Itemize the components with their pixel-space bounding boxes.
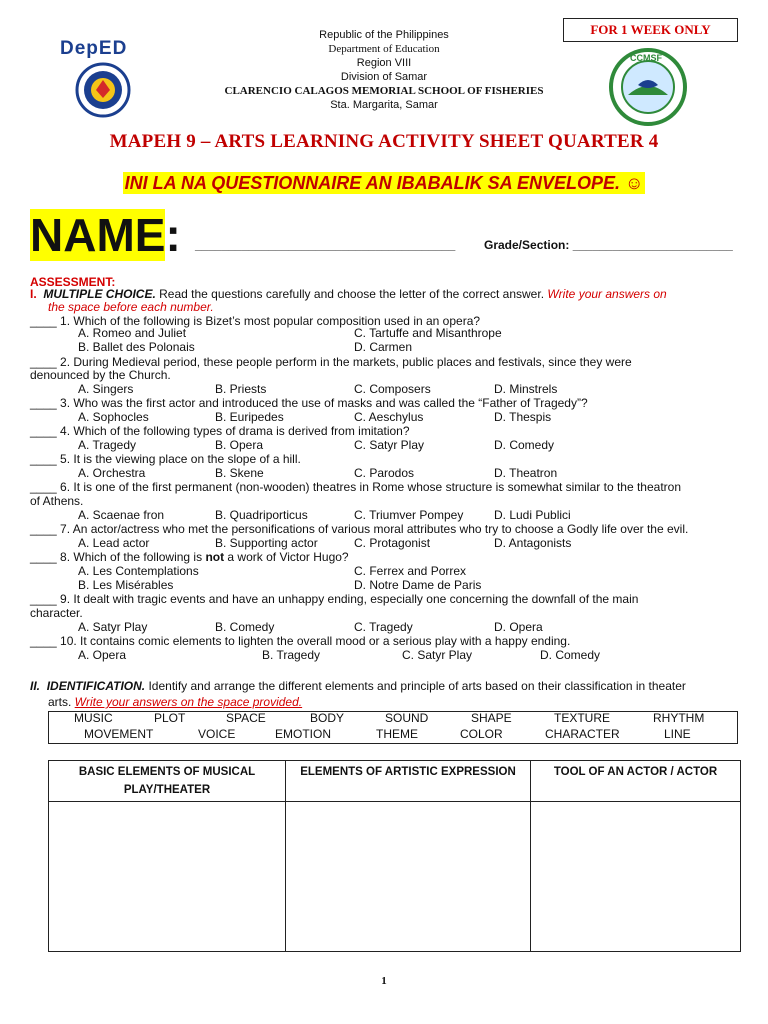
header-line-address: Sta. Margarita, Samar xyxy=(330,99,438,111)
word-emotion: EMOTION xyxy=(275,727,331,741)
table-answer-row xyxy=(49,802,741,952)
question-10: ____ 10. It contains comic elements to lighten the overall mood or a serious play with a happy ending. xyxy=(30,634,571,648)
word-body: BODY xyxy=(310,711,345,725)
part2-number: II. xyxy=(30,679,41,693)
header-line-republic: Republic of the Philippines xyxy=(319,29,449,41)
q6-choice-c: C. Triumver Pompey xyxy=(354,508,464,522)
q5-choice-a: A. Orchestra xyxy=(78,466,146,480)
deped-wordmark: DepED xyxy=(60,38,128,59)
q3-choice-c: C. Aeschylus xyxy=(354,410,424,424)
word-texture: TEXTURE xyxy=(554,711,611,725)
q2-choice-b: B. Priests xyxy=(215,382,267,396)
word-music: MUSIC xyxy=(74,711,113,725)
q7-choice-b: B. Supporting actor xyxy=(215,536,318,550)
part2-red: Write your answers on the space provided. xyxy=(74,695,303,709)
part1-number: I. xyxy=(30,287,37,301)
word-voice: VOICE xyxy=(198,727,236,741)
q1-choice-b: B. Ballet des Polonais xyxy=(78,340,195,354)
answer-cell-artistic-expression[interactable] xyxy=(286,802,531,952)
assessment-label: ASSESSMENT: xyxy=(30,275,116,289)
header-artistic-expression: ELEMENTS OF ARTISTIC EXPRESSION xyxy=(286,761,531,802)
q3-choice-d: D. Thespis xyxy=(494,410,552,424)
word-movement: MOVEMENT xyxy=(84,727,154,741)
q6-choice-d: D. Ludi Publici xyxy=(494,508,571,522)
q6-choice-a: A. Scaenae fron xyxy=(78,508,165,522)
q4-choice-b: B. Opera xyxy=(215,438,264,452)
sheet-title: MAPEH 9 – ARTS LEARNING ACTIVITY SHEET QUARTER 4 xyxy=(109,131,659,152)
header-basic-elements: BASIC ELEMENTS OF MUSICAL PLAY/THEATER xyxy=(49,761,286,802)
q4-choice-c: C. Satyr Play xyxy=(354,438,425,452)
q3-choice-b: B. Euripedes xyxy=(215,410,284,424)
q10-choice-a: A. Opera xyxy=(78,648,127,662)
school-seal-text: CCMSF xyxy=(630,53,662,63)
q2-choice-a: A. Singers xyxy=(78,382,134,396)
grade-section-field[interactable]: Grade/Section: ________________________ xyxy=(484,238,733,252)
question-8-end: a work of Victor Hugo? xyxy=(224,550,349,564)
header-line-department: Department of Education xyxy=(328,43,440,55)
question-3: ____ 3. Who was the first actor and introduced the use of masks and was called the “Father of Tragedy”? xyxy=(30,396,588,410)
name-field-label xyxy=(30,208,181,262)
part1-red-line2: the space before each number. xyxy=(48,300,214,314)
question-2-cont: denounced by the Church. xyxy=(30,368,171,382)
table-header-row xyxy=(49,761,741,802)
header-line-school: CLARENCIO CALAGOS MEMORIAL SCHOOL OF FISHERIES xyxy=(224,85,544,97)
header-line-region: Region VIII xyxy=(356,57,412,69)
word-plot: PLOT xyxy=(154,711,186,725)
question-2: ____ 2. During Medieval period, these people perform in the markets, public places and festivals, since they were xyxy=(30,355,632,369)
q6-choice-b: B. Quadriporticus xyxy=(215,508,308,522)
school-seal xyxy=(608,47,688,127)
part1-text: Read the questions carefully and choose the letter of the correct answer. xyxy=(155,287,548,301)
word-line: LINE xyxy=(664,727,691,741)
q8-choice-b: B. Les Misérables xyxy=(78,578,174,592)
answer-cell-basic-elements[interactable] xyxy=(49,802,286,952)
q9-choice-d: D. Opera xyxy=(494,620,543,634)
question-8-start: ____ 8. Which of the following is xyxy=(30,550,206,564)
q8-choice-c: C. Ferrex and Porrex xyxy=(354,564,467,578)
word-space: SPACE xyxy=(226,711,266,725)
q10-choice-d: D. Comedy xyxy=(540,648,601,662)
question-9-cont: character. xyxy=(30,606,83,620)
instruction-banner-wrap xyxy=(0,173,768,194)
word-color: COLOR xyxy=(460,727,503,741)
word-sound: SOUND xyxy=(385,711,429,725)
question-5: ____ 5. It is the viewing place on the slope of a hill. xyxy=(30,452,301,466)
q8-choice-a: A. Les Contemplations xyxy=(78,564,199,578)
header-line-division: Division of Samar xyxy=(340,71,428,83)
q1-choice-a: A. Romeo and Juliet xyxy=(78,326,187,340)
q7-choice-a: A. Lead actor xyxy=(78,536,150,550)
part2-text: Identify and arrange the different elements and principle of arts based on their classification in theater xyxy=(145,679,686,693)
name-label: NAME xyxy=(30,209,166,261)
question-7: ____ 7. An actor/actress who met the personifications of various moral attributes who try to choose a Godly life over the evil. xyxy=(30,522,689,536)
q10-choice-b: B. Tragedy xyxy=(262,648,321,662)
q8-choice-d: D. Notre Dame de Paris xyxy=(354,578,482,592)
question-8 xyxy=(30,551,349,564)
q1-choice-d: D. Carmen xyxy=(354,340,413,354)
q9-choice-b: B. Comedy xyxy=(215,620,275,634)
question-1: ____ 1. Which of the following is Bizet’s most popular composition used in an opera? xyxy=(30,314,481,328)
word-rhythm: RHYTHM xyxy=(653,711,705,725)
question-9: ____ 9. It dealt with tragic events and have an unhappy ending, especially one concerning the downfall of the main xyxy=(30,592,639,606)
q2-choice-d: D. Minstrels xyxy=(494,382,558,396)
q10-choice-c: C. Satyr Play xyxy=(402,648,473,662)
one-week-badge: FOR 1 WEEK ONLY xyxy=(563,18,738,42)
part2-instructions-cont xyxy=(48,696,302,709)
question-4: ____ 4. Which of the following types of drama is derived from imitation? xyxy=(30,424,410,438)
question-6-cont: of Athens. xyxy=(30,494,84,508)
instruction-banner: INI LA NA QUESTIONNAIRE AN IBABALIK SA ENVELOPE. ☺ xyxy=(124,173,644,193)
answer-cell-tool-of-actor[interactable] xyxy=(531,802,741,952)
q9-choice-c: C. Tragedy xyxy=(354,620,413,634)
q7-choice-c: C. Protagonist xyxy=(354,536,431,550)
q5-choice-b: B. Skene xyxy=(215,466,264,480)
question-8-not: not xyxy=(205,550,225,564)
q9-choice-a: A. Satyr Play xyxy=(78,620,148,634)
question-6: ____ 6. It is one of the first permanent (non-wooden) theatres in Rome whose structure is somewhat similar to the theatron xyxy=(30,480,681,494)
name-blank[interactable]: _______________________________________ xyxy=(195,238,456,252)
q5-choice-c: C. Parodos xyxy=(354,466,415,480)
q4-choice-d: D. Comedy xyxy=(494,438,555,452)
word-shape: SHAPE xyxy=(471,711,512,725)
header-tool-of-actor: TOOL OF AN ACTOR / ACTOR xyxy=(531,761,741,802)
q7-choice-d: D. Antagonists xyxy=(494,536,572,550)
classification-table xyxy=(48,760,741,952)
part2-instructions xyxy=(30,680,686,693)
q5-choice-d: D. Theatron xyxy=(494,466,558,480)
q1-choice-c: C. Tartuffe and Misanthrope xyxy=(354,326,502,340)
part1-red-line1: Write your answers on xyxy=(547,287,667,301)
word-character: CHARACTER xyxy=(545,727,620,741)
part2-text2: arts. xyxy=(48,695,75,709)
q4-choice-a: A. Tragedy xyxy=(78,438,137,452)
part1-heading: MULTIPLE CHOICE. xyxy=(43,287,156,301)
page-number: 1 xyxy=(381,975,387,987)
q3-choice-a: A. Sophocles xyxy=(78,410,149,424)
q2-choice-c: C. Composers xyxy=(354,382,431,396)
name-colon: : xyxy=(165,209,181,261)
part2-heading: IDENTIFICATION. xyxy=(46,679,146,693)
word-theme: THEME xyxy=(376,727,418,741)
